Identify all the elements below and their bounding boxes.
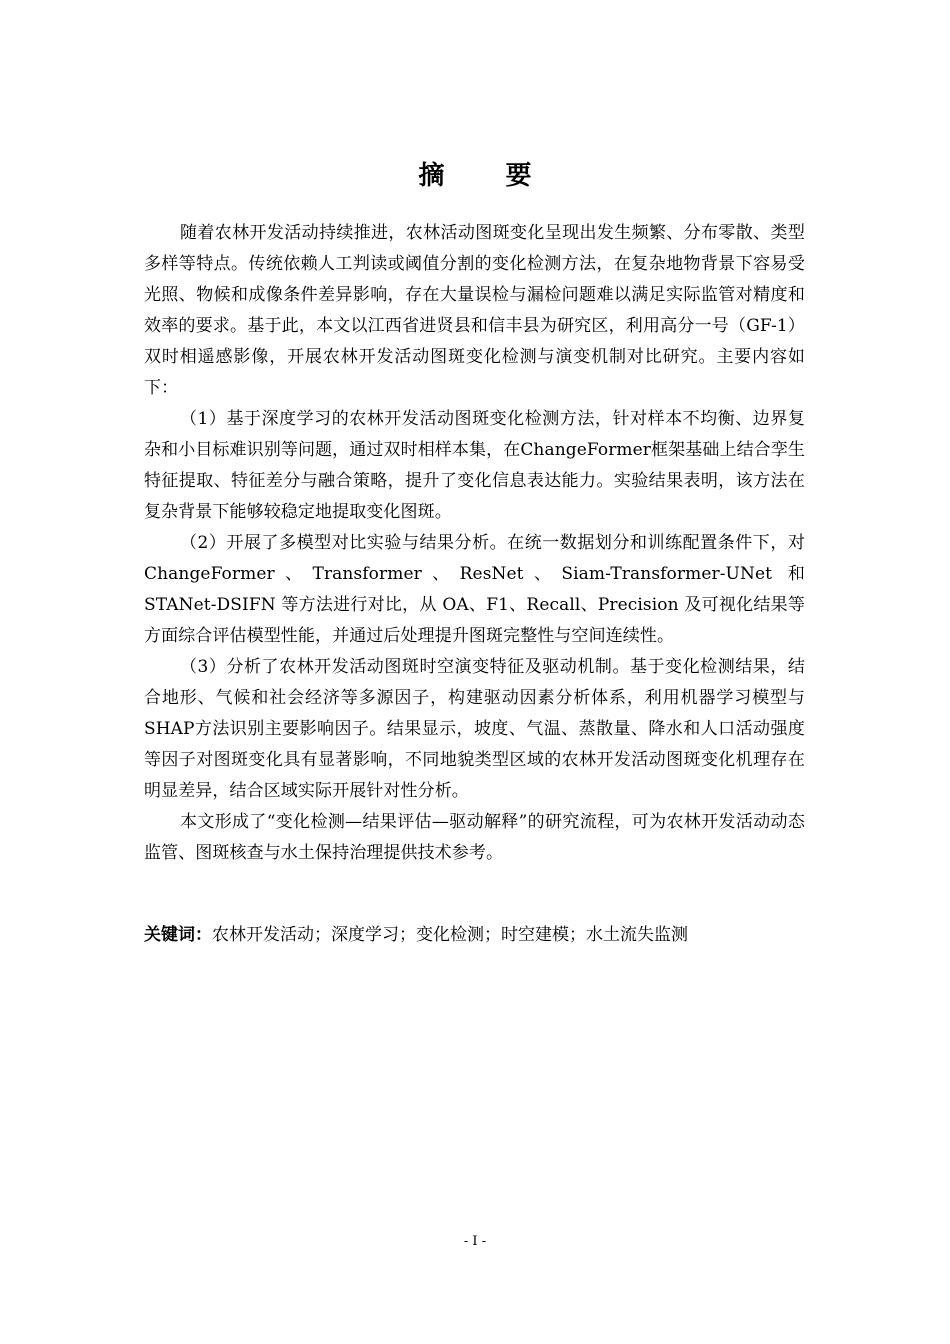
abstract-body bbox=[144, 218, 805, 869]
keywords-label: 关键词： bbox=[144, 925, 212, 945]
abstract-paragraph-3: （3）分析了农林开发活动图斑时空演变特征及驱动机制。基于变化检测结果，结合地形、气候和社会经济等多源因子，构建驱动因素分析体系，利用机器学习模型与SHAP方法识别主要影响因子。结果显示，坡度、气温、蒸散量、降水和人口活动强度等因子对图斑变化具有显著影响，不同地貌类型区域的农林开发活动图斑变化机理存在明显差异，结合区域实际开展针对性分析。 bbox=[144, 657, 805, 801]
keywords-list: 农林开发活动；深度学习；变化检测；时空建模；水土流失监测 bbox=[212, 925, 688, 945]
page-number: - I - bbox=[463, 1234, 487, 1249]
abstract-paragraph-intro: 随着农林开发活动持续推进，农林活动图斑变化呈现出发生频繁、分布零散、类型多样等特点。传统依赖人工判读或阈值分割的变化检测方法，在复杂地物背景下容易受光照、物候和成像条件差异影响，存在大量误检与漏检问题难以满足实际监管对精度和效率的要求。基于此，本文以江西省进贤县和信丰县为研究区，利用高分一号（GF-1）双时相遥感影像，开展农林开发活动图斑变化检测与演变机制对比研究。主要内容如下： bbox=[144, 223, 805, 398]
keywords-line bbox=[144, 920, 805, 951]
abstract-paragraph-2: （2）开展了多模型对比实验与结果分析。在统一数据划分和训练配置条件下，对 ChangeFormer、Transformer、ResNet、Siam-Transformer-UNet 和 STANet-DSIFN 等方法进行对比，从 OA、F1、Recall、Precision 及可视化结果等方面综合评估模型性能，并通过后处理提升图斑完整性与空间连续性。 bbox=[144, 533, 805, 646]
abstract-title: 摘 要 bbox=[418, 161, 558, 191]
abstract-paragraph-conclusion: 本文形成了“变化检测—结果评估—驱动解释”的研究流程，可为农林开发活动动态监管、图斑核查与水土保持治理提供技术参考。 bbox=[144, 812, 805, 863]
abstract-paragraph-1: （1）基于深度学习的农林开发活动图斑变化检测方法，针对样本不均衡、边界复杂和小目标难识别等问题，通过双时相样本集，在ChangeFormer框架基础上结合孪生特征提取、特征差分与融合策略，提升了变化信息表达能力。实验结果表明，该方法在复杂背景下能够较稳定地提取变化图斑。 bbox=[144, 409, 805, 522]
